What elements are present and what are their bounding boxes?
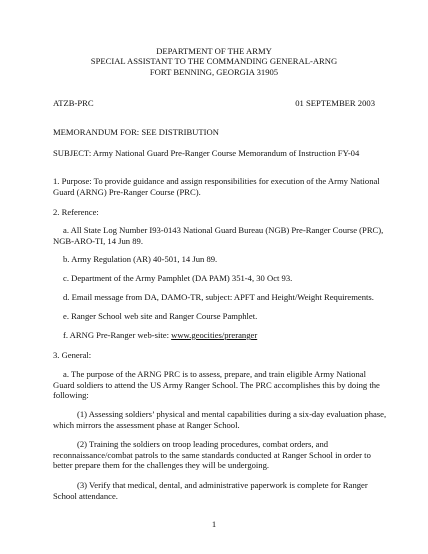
purpose-paragraph: 1. Purpose: To provide guidance and assign responsibilities for execution of the Army National Guard (ARNG) Pre-Ranger Course (PRC).: [53, 176, 380, 197]
general-item-a2: (2) Training the soldiers on troop leading procedures, combat orders, and reconnaissance/combat patrols to the same standards conducted at Ranger School in order to better prepare them for the challenges they will be undergoing.: [53, 439, 371, 471]
reference-item-c: c. Department of the Army Pamphlet (DA PAM) 351-4, 30 Oct 93.: [63, 273, 293, 283]
memorandum-for: MEMORANDUM FOR: SEE DISTRIBUTION: [53, 127, 219, 137]
preranger-website-link[interactable]: www.geocities/preranger: [171, 330, 258, 340]
reference-item-f-label: f. ARNG Pre-Ranger web-site:: [63, 330, 172, 340]
reference-heading: 2. Reference:: [53, 207, 99, 217]
letterhead-office: SPECIAL ASSISTANT TO THE COMMANDING GENERAL-ARNG: [90, 56, 338, 67]
subject-line: SUBJECT: Army National Guard Pre-Ranger Course Memorandum of Instruction FY-04: [53, 148, 360, 158]
office-symbol: ATZB-PRC: [53, 98, 94, 108]
page-number: 1: [211, 519, 217, 529]
general-item-a: a. The purpose of the ARNG PRC is to assess, prepare, and train eligible Army National Guard soldiers to attend the US Army Ranger School. The PRC accomplishes this by doing the following:: [53, 369, 380, 401]
letterhead: [0, 46, 428, 77]
reference-item-b: b. Army Regulation (AR) 40-501, 14 Jun 89.: [63, 254, 218, 264]
reference-item-d: d. Email message from DA, DAMO-TR, subject: APFT and Height/Weight Requirements.: [63, 292, 374, 302]
reference-item-e: e. Ranger School web site and Ranger Course Pamphlet.: [63, 311, 258, 321]
memo-date: 01 SEPTEMBER 2003: [295, 98, 375, 108]
letterhead-location: FORT BENNING, GEORGIA 31905: [149, 66, 279, 77]
general-item-a3: (3) Verify that medical, dental, and administrative paperwork is complete for Ranger School attendance.: [53, 480, 368, 501]
reference-item-a: a. All State Log Number I93-0143 National Guard Bureau (NGB) Pre-Ranger Course (PRC), NGB-ARO-TI, 14 Jun 89.: [53, 225, 384, 246]
general-item-a1: (1) Assessing soldiers’ physical and mental capabilities during a six-day evaluation phase, which mirrors the assessment phase at Ranger School.: [53, 409, 387, 430]
general-heading: 3. General:: [53, 350, 92, 360]
letterhead-department: DEPARTMENT OF THE ARMY: [156, 46, 272, 56]
reference-item-f: [63, 330, 257, 341]
